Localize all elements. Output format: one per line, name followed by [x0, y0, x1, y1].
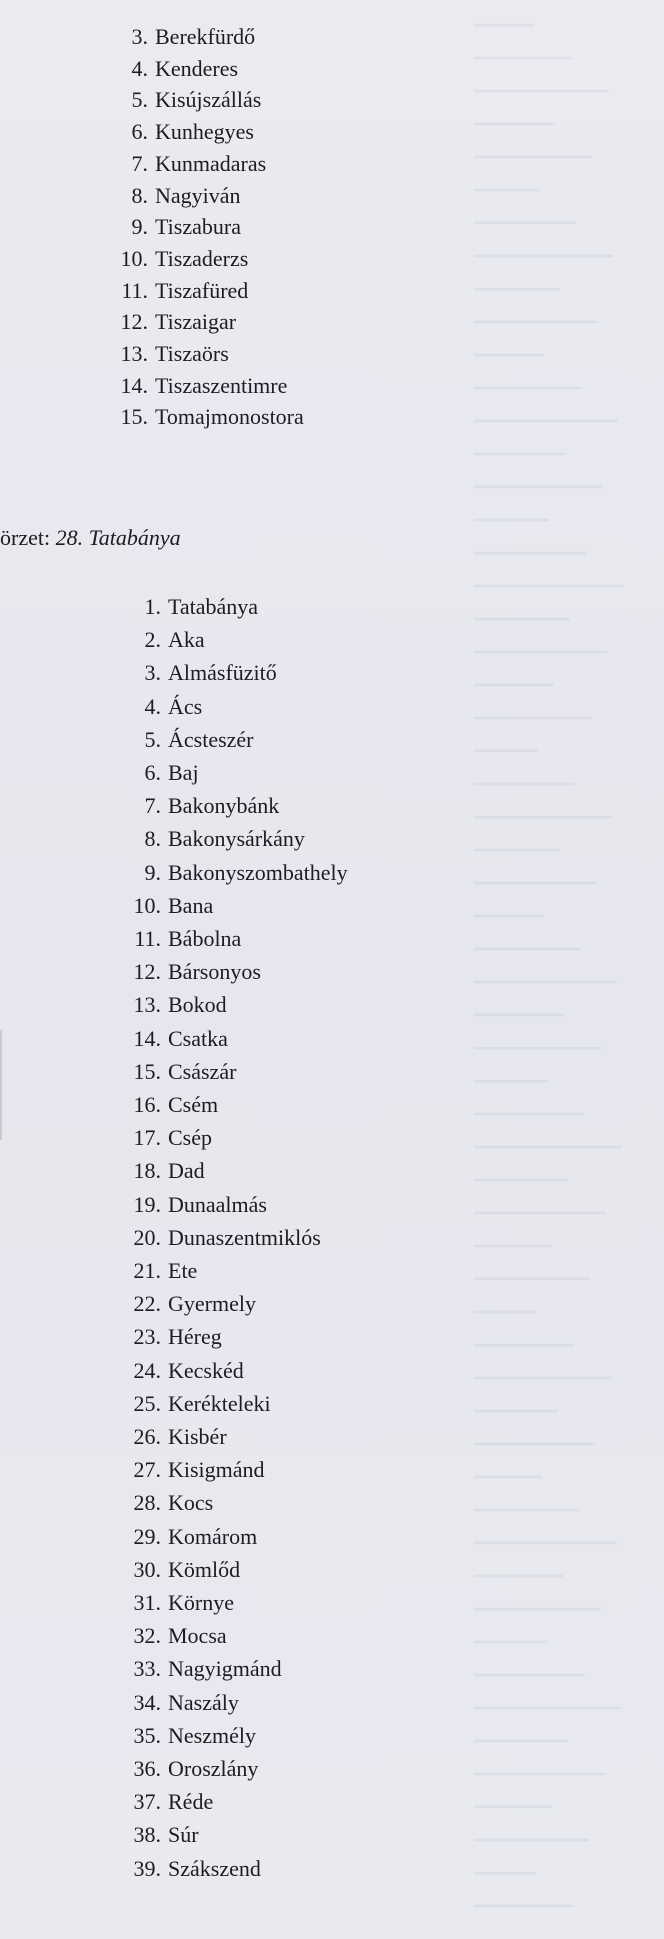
list-item	[0, 1588, 664, 1618]
list-item	[0, 924, 664, 954]
list-item	[0, 1289, 664, 1319]
item-number: 12.	[133, 959, 161, 985]
district-number: 28.	[55, 525, 84, 550]
item-number: 30.	[133, 1556, 161, 1582]
list-item	[0, 1090, 664, 1120]
list-item	[0, 658, 664, 688]
list-item	[0, 54, 664, 84]
item-number: 37.	[133, 1789, 161, 1815]
item-number: 14.	[133, 1025, 161, 1051]
list-item	[0, 692, 664, 722]
item-name: Kocs	[168, 1490, 214, 1516]
item-name: Tiszaörs	[155, 341, 229, 366]
item-number: 9.	[144, 859, 161, 885]
item-name: Súr	[168, 1822, 199, 1848]
item-number: 5.	[144, 726, 161, 752]
item-number: 6.	[131, 119, 148, 145]
item-number: 29.	[133, 1523, 161, 1549]
list-item	[0, 22, 664, 52]
margin-line	[0, 1030, 2, 1140]
item-number: 21.	[133, 1258, 161, 1283]
list-item	[0, 891, 664, 921]
list-item	[0, 1156, 664, 1186]
item-number: 7.	[144, 793, 161, 819]
list-item	[0, 117, 664, 147]
item-number: 35.	[133, 1722, 161, 1748]
item-name: Neszmély	[168, 1722, 256, 1748]
list-item	[0, 1754, 664, 1784]
item-name: Oroszlány	[168, 1756, 259, 1781]
list-item	[0, 1389, 664, 1419]
item-number: 20.	[133, 1224, 161, 1250]
list-item	[0, 149, 664, 179]
item-name: Aka	[168, 627, 205, 653]
item-name: Dunaszentmiklós	[168, 1224, 321, 1250]
list-item	[0, 402, 664, 432]
list-item	[0, 824, 664, 854]
item-name: Réde	[168, 1789, 214, 1815]
item-name: Komárom	[168, 1523, 258, 1549]
item-name: Gyermely	[168, 1291, 256, 1317]
item-name: Kisújszállás	[155, 87, 262, 113]
item-number: 36.	[133, 1756, 161, 1781]
item-number: 28.	[133, 1490, 161, 1516]
item-number: 2.	[144, 627, 161, 653]
item-number: 33.	[133, 1656, 161, 1682]
item-number: 13.	[120, 341, 148, 366]
item-number: 39.	[133, 1855, 161, 1881]
list-item	[0, 276, 664, 306]
item-number: 12.	[120, 309, 148, 335]
item-name: Dunaalmás	[168, 1191, 267, 1217]
list-item	[0, 1721, 664, 1751]
item-name: Tiszafüred	[155, 277, 249, 303]
item-name: Bana	[168, 892, 214, 918]
list-item	[0, 1190, 664, 1220]
item-name: Kerékteleki	[168, 1390, 271, 1416]
item-name: Berekfürdő	[155, 24, 256, 49]
item-name: Kunhegyes	[155, 119, 254, 145]
item-name: Almásfüzitő	[168, 660, 277, 686]
list-item	[0, 1356, 664, 1386]
item-name: Mocsa	[168, 1623, 227, 1649]
show-through-line	[474, 552, 586, 554]
item-number: 7.	[131, 150, 148, 176]
item-number: 9.	[131, 214, 148, 240]
item-name: Kecskéd	[168, 1357, 244, 1383]
district-town: Tatabánya	[88, 525, 181, 550]
item-name: Kisbér	[168, 1424, 227, 1449]
item-name: Szákszend	[168, 1855, 261, 1881]
list-item	[0, 1024, 664, 1054]
list-item	[0, 85, 664, 115]
list-item	[0, 1522, 664, 1552]
list-item	[0, 1123, 664, 1153]
list-item	[0, 1223, 664, 1253]
list-item	[0, 625, 664, 655]
item-number: 31.	[133, 1590, 161, 1615]
item-name: Bábolna	[168, 926, 242, 951]
item-number: 17.	[133, 1125, 161, 1151]
item-number: 24.	[133, 1357, 161, 1383]
item-name: Tatabánya	[168, 594, 259, 619]
item-name: Ete	[168, 1258, 198, 1283]
item-number: 4.	[144, 693, 161, 719]
item-name: Környe	[168, 1590, 234, 1615]
list-item	[0, 371, 664, 401]
item-number: 15.	[120, 404, 148, 430]
item-number: 3.	[131, 24, 148, 49]
list-item	[0, 1422, 664, 1452]
item-number: 38.	[133, 1822, 161, 1848]
item-number: 15.	[133, 1058, 161, 1084]
list-item	[0, 1854, 664, 1884]
item-number: 3.	[144, 660, 161, 686]
list-item	[0, 244, 664, 274]
item-name: Tomajmonostora	[155, 404, 304, 430]
item-name: Császár	[168, 1058, 237, 1084]
list-item	[0, 858, 664, 888]
list-item	[0, 339, 664, 369]
list-item	[0, 1057, 664, 1087]
item-name: Ács	[168, 693, 203, 719]
item-name: Csém	[168, 1092, 219, 1117]
district-heading	[0, 523, 181, 553]
item-name: Bársonyos	[168, 959, 261, 985]
item-number: 27.	[133, 1457, 161, 1483]
list-item	[0, 1488, 664, 1518]
list-item	[0, 791, 664, 821]
item-name: Kenderes	[155, 55, 239, 81]
item-name: Csatka	[168, 1025, 228, 1051]
item-name: Tiszaderzs	[155, 245, 249, 271]
list-item	[0, 181, 664, 211]
item-number: 10.	[133, 892, 161, 918]
list-item	[0, 592, 664, 622]
item-name: Kisigmánd	[168, 1457, 265, 1483]
item-number: 14.	[120, 372, 148, 398]
item-name: Nagyiván	[155, 182, 241, 208]
item-number: 11.	[134, 926, 161, 951]
item-name: Csép	[168, 1125, 212, 1151]
show-through-line	[474, 453, 565, 455]
item-number: 26.	[133, 1424, 161, 1449]
list-item	[0, 307, 664, 337]
item-number: 18.	[133, 1158, 161, 1184]
list-item	[0, 1621, 664, 1651]
item-name: Tiszabura	[155, 214, 241, 240]
list-item	[0, 990, 664, 1020]
item-name: Bakonysárkány	[168, 826, 305, 852]
list-item	[0, 1322, 664, 1352]
list-item	[0, 1455, 664, 1485]
show-through-line	[474, 486, 602, 488]
item-number: 13.	[133, 992, 161, 1018]
item-name: Dad	[168, 1158, 205, 1184]
item-name: Tiszaigar	[155, 309, 237, 335]
item-number: 22.	[133, 1291, 161, 1317]
item-name: Nagyigmánd	[168, 1656, 282, 1682]
item-number: 8.	[144, 826, 161, 852]
item-number: 25.	[133, 1390, 161, 1416]
item-number: 6.	[144, 760, 161, 785]
item-number: 34.	[133, 1689, 161, 1715]
item-name: Kunmadaras	[155, 150, 267, 176]
item-name: Bokod	[168, 992, 227, 1018]
item-name: Héreg	[168, 1324, 222, 1350]
list-item	[0, 957, 664, 987]
show-through-line	[474, 1905, 573, 1907]
item-name: Tiszaszentimre	[155, 372, 288, 398]
show-through-line	[474, 519, 549, 521]
list-item	[0, 1787, 664, 1817]
list-item	[0, 1555, 664, 1585]
list-item	[0, 1654, 664, 1684]
item-number: 5.	[131, 87, 148, 113]
item-number: 8.	[131, 182, 148, 208]
list-item	[0, 212, 664, 242]
item-number: 32.	[133, 1623, 161, 1649]
item-number: 19.	[133, 1191, 161, 1217]
list-item	[0, 758, 664, 788]
show-through-line	[474, 585, 623, 587]
item-number: 23.	[133, 1324, 161, 1350]
list-item	[0, 725, 664, 755]
item-number: 10.	[120, 245, 148, 271]
item-name: Bakonyszombathely	[168, 859, 348, 885]
item-number: 11.	[121, 277, 148, 303]
item-name: Kömlőd	[168, 1556, 241, 1582]
list-item	[0, 1688, 664, 1718]
item-name: Baj	[168, 760, 199, 785]
item-name: Naszály	[168, 1689, 239, 1715]
list-item	[0, 1256, 664, 1286]
item-name: Bakonybánk	[168, 793, 280, 819]
item-number: 1.	[144, 594, 161, 619]
item-number: 16.	[133, 1092, 161, 1117]
item-number: 4.	[131, 55, 148, 81]
item-name: Ácsteszér	[168, 726, 254, 752]
district-label: örzet:	[0, 525, 56, 550]
list-item	[0, 1820, 664, 1850]
